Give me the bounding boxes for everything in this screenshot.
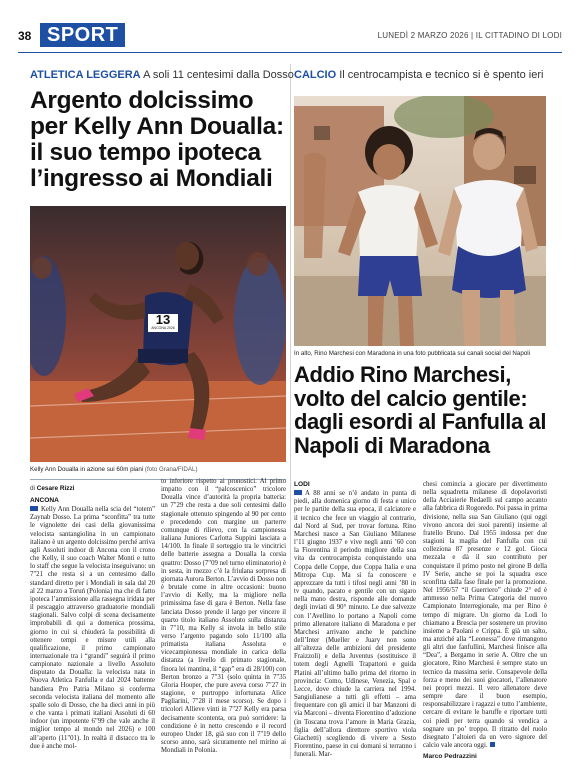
right-signature: Marco Pedrazzini [423, 753, 477, 760]
right-signature-box [423, 753, 547, 761]
players-illustration [294, 96, 546, 346]
left-headline: Argento dolcissimo per Kelly Ann Doualla: il suo tempo ipoteca l’ingresso ai Mondiali [30, 87, 284, 192]
right-dateline: LODI [294, 481, 310, 488]
left-kicker-section: ATLETICA LEGGERA [30, 69, 141, 81]
right-col2-text: chesi comincia a giocare per divertimento nella squadretta milanese di dopolavoristi della Acciaierie Redaelli sul campo accanto alla fabbrica di Rogoredo. Poi passa in prima divisione, nella sua San Giuliano (qui oggi vivono ancora dei suoi parenti) insieme al fratello Bruno. Dal 1955 indossa per due stagioni la maglia del Fanfulla con cui colleziona 87 presenze e 12 gol. Gioca mezzala e dà il suo contributo per conquistare il primo posto nel girone B della IV Serie, anche se poi la squadra esce sconfitta dalla fase finale per la promozione. Nel 1956/57 “il Guerriero” chiude 2° ed è ammesso nella Prima Categoria del nuovo Campionato Interregionale, ma per Rino è tempo di migrare. Un giorno da Lodi lo chiamano a Brescia per sostenere un provino insieme a Paolani e Crippa. È già un salto, ma anziché alla “Leonessa” dove rimangono gli altri due fanfullini, Marchesi finisce alla “Dea”, a Bergamo in serie A. Oltre che un giocatore, Rino Marchesi è sempre stato un tecnico da massima serie. Consapevole della forza e meno dei suoi giocatori, l’allenatore nei propri mezzi. Il vero allenatore deve sempre dare il buon esempio, responsabilizzare i ragazzi e tutto l’ambiente, cercare di evitare le baruffe e riportare tutti coi piedi per terra quando si vendica a sognare un po’ troppo. Il ritratto del ruolo disegnato l’altoieri da un vero signore del calcio vale ancora oggi. [423, 481, 547, 749]
right-kicker-text: Il centrocampista e tecnico si è spento ieri [339, 69, 544, 81]
right-article-col1 [294, 481, 416, 759]
right-article-col2 [423, 481, 547, 753]
left-caption-text: Kelly Ann Doualla in azione sui 60m piani [30, 466, 144, 473]
left-kicker-text: A soli 11 centesimi dalla Dosso [143, 69, 294, 81]
left-col1-text: Kelly Ann Doualla nella scia del “totem” Zaynab Dosso. La prima “sconfitta” tra tutte le vignolette dei casi della giovanissima velocista santangiolina in un campionato italiano è un argento dolcissimo perché arriva agli Assoluti indoor di Ancona con il crono che Kelly, il suo coach Walter Monti e tutto lo staff che segue la velocista inseguivano: un 7"21 che resta sì a un centesimo dallo standard diretto per i Mondiali in sala dal 20 al 22 marzo a Toruń (Polonia) ma che di fatto ipoteca l’ammissione alla rassegna iridata per il pescaggio attraverso graduatorie mondiali stagionali. Salvo colpi di scena decisamente improbabili di qui a domenica prossima, giorno in cui si chiuderà la possibilità di ottenere tempi e misure utili alla qualificazione, il primo campionato internazionale tra i “grandi” seguirà il primo campionato nazionale a livello Assoluto disputato da Doualla: la velocista nata in Nuova Atletica Fanfulla e dal 2024 battente bandiera Pro Patria Milano si conferma seconda velocista italiana del momento alle spalle solo di Dosso, che ha dieci anni in più e che vanta i primati italiani Assoluti di 60 indoor (un impotente 6"99 che vale anche il miglior tempo al mondo nel 2026) e 100 all’aperto (11"01). In realtà il distacco tra le due è anche mol- [30, 506, 155, 750]
right-kicker-section: CALCIO [294, 69, 337, 81]
right-headline: Addio Rino Marchesi, volto del calcio gentile: dagli esordi al Fanfulla al Napoli di Maradona [294, 362, 547, 458]
newspaper-name: IL CITTADINO DI LODI [475, 31, 562, 40]
right-kicker [294, 69, 543, 81]
issue-date-line [378, 31, 562, 40]
byline-author: Cesare Rizzi [36, 485, 75, 492]
athlete-illustration [30, 206, 286, 462]
page-number: 38 [18, 29, 32, 43]
left-kicker [30, 69, 294, 81]
page-header [18, 22, 562, 53]
byline-prefix: di [30, 485, 35, 492]
bib-subtext: ANCONA 2026 [151, 326, 175, 330]
right-col1-text: A 88 anni se n’è andato in punta di piedi, alla domenica giorno di festa e unico per le partite della sua epoca, il calciatore e il tecnico che fece un viaggio al contrario, dal Nord al Sud, per trovar fortuna. Rino Marchesi nasce a San Giuliano Milanese l’11 giugno 1937 e vive negli anni ’60 con la Fiorentina il periodo migliore della sua vita da centrocampista conquistando una Coppa delle Coppe, due Coppa Italia e una Mitropa Cup. Ma sì fa conoscere e apprezzare da tutti i tifosi negli anni ’80 in tv quando, pacato e gentile con un sigaro nella mano destra, risponde alle domande degli inviati di 90° minuto. Le due salvezze con l’Avellino lo portano a Napoli come primo allenatore italiano di Maradona e per Marchesi arrivano anche le panchine dell’Inter (Mueller e Juary non sono all’altezza delle ambizioni del presidente Fraizzoli) e della Juventus (sostituisce il totem degli Agnelli Trapattoni e guida Platini all’ultimo ballo prima del ritorno in provincia: Como, Udinese, Venezia, Spal e Lecce, dove chiude la carriera nel 1994. Sangiulianese a tutti gli effetti – ama frequentare con gli amici il bar Manzoni di via Marconi – diventa Fiorentino d’adozione (in Toscana trova l’amore in Maria Grazia, figlia dell’allora direttore sportivo viola Giachetti) scegliendo di vivere a Sesto Fiorentino, paese in cui domani si terranno i funerali. Mar- [294, 490, 416, 759]
paragraph-marker-icon [30, 506, 38, 511]
left-col2-text: to inferiore rispetto ai pronostici. Al primo impatto con il “palcoscenico” tricolore Doualla vince d’autorità la propria batteria: un 7"29 che resta a due soli centesimi dallo stagionale ottenuto spingendo al 90 per cento e precedendo con margine un parterre comunque di rilievo, con la campionessa italiana Juniores Carlotta Suppini lasciata a 14/100. In finale il sorteggio tra le vincitrici delle batterie assegna a Doualla la corsia quattro: Dosso (7"09 nel turno eliminatorio) è in sesta, in mezzo c’è la friulana sorpresa di giornata Aurora Berton. L’avvio di Dosso non è brutale come in altre occasioni: buono l’avvio di Kelly, ma la migliore nella primissima fase di gara è Berton. Nella fase lanciata Dosso prende il largo per vincere il quarto titolo italiano Assoluto sulla distanza in 7"10, ma Kelly si invola in bello stile verso l’argento pagando solo 11/100 alla primatista italiana Assoluta e vicecampionessa mondiale in carica della distanza (a livello di primato stagionale, finora lei mantina, il “gap” era di 28/100) con Berton bronzo a 7"31 (solo quinta in 7"35 Gloria Hooper, che pure aveva corso 7"27 in stagione, e purtroppo infortunata Alice Pagliarini, 7"28 il mese scorso). Se dopo i tricolori Allieve vinti in 7"27 Kelly era parsa decisamente scontenta, ora può sorridere: la condizione è in netto crescendo e il record europeo Under 18, già suo con il 7"19 dello scorso anno, sarà sicuramente nel mirino ai Mondiali in Polonia. [161, 478, 286, 755]
left-article-col2 [161, 478, 286, 759]
left-photo-caption [30, 466, 198, 473]
date-separator: | [471, 31, 474, 40]
article-end-icon [490, 742, 495, 747]
section-label: SPORT [40, 23, 125, 47]
left-article-col1 [30, 497, 155, 759]
left-caption-credit: (foto Grana/FIDAL) [144, 466, 198, 473]
bib-number: 13 [155, 312, 171, 327]
byline [30, 485, 74, 492]
athlete-photo [30, 206, 286, 462]
issue-date: LUNEDÌ 2 MARZO 2026 [377, 31, 469, 40]
column-divider [290, 64, 291, 759]
left-dateline: ANCONA [30, 497, 59, 504]
right-photo-caption: In alto, Rino Marchesi con Maradona in una foto pubblicata sui canali social del Napoli [294, 350, 530, 357]
marchesi-maradona-photo [294, 96, 546, 346]
paragraph-marker-icon [294, 490, 302, 495]
